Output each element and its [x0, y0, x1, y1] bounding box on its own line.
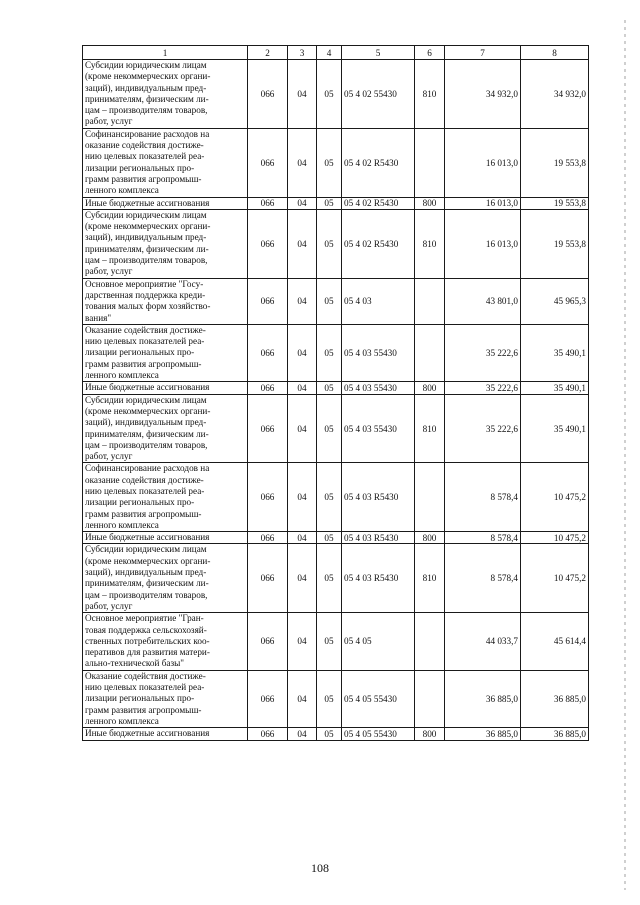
row-amount-year1: 16 013,0 — [445, 209, 521, 278]
table-row — [83, 544, 589, 613]
description-line: заций), индивидуальным пред- — [85, 232, 207, 243]
row-expense-type: 810 — [415, 394, 445, 463]
table-body — [83, 60, 589, 741]
row-expense-type: 800 — [415, 382, 445, 394]
row-amount-year1: 35 222,6 — [445, 382, 521, 394]
description-line: Иные бюджетные ассигнования — [85, 197, 210, 208]
row-grbs: 066 — [248, 728, 288, 740]
description-line: Иные бюджетные ассигнования — [85, 728, 210, 739]
row-description — [83, 60, 248, 129]
row-amount-year2: 10 475,2 — [521, 544, 589, 613]
row-amount-year1: 36 885,0 — [445, 728, 521, 740]
row-amount-year2: 35 490,1 — [521, 394, 589, 463]
row-subsection: 05 — [317, 463, 342, 532]
row-amount-year1: 8 578,4 — [445, 532, 521, 544]
row-grbs: 066 — [248, 60, 288, 129]
row-section: 04 — [288, 197, 317, 209]
description-line: нию целевых показателей реа- — [85, 485, 205, 496]
row-expense-type — [415, 128, 445, 197]
description-line: тования малых форм хозяйство- — [85, 301, 211, 312]
description-line: работ, услуг — [85, 266, 133, 277]
row-grbs: 066 — [248, 278, 288, 324]
row-subsection: 05 — [317, 60, 342, 129]
row-description — [83, 394, 248, 463]
header-cell-target-article: 5 — [342, 46, 415, 60]
description-line: лизации региональных про- — [85, 693, 195, 704]
row-subsection: 05 — [317, 324, 342, 381]
row-section: 04 — [288, 544, 317, 613]
description-line: грамм развития агропромыш- — [85, 704, 202, 715]
row-section: 04 — [288, 532, 317, 544]
description-line: (кроме некоммерческих органи- — [85, 405, 211, 416]
row-subsection: 05 — [317, 382, 342, 394]
row-target-article: 05 4 02 R5430 — [342, 197, 415, 209]
header-cell-description: 1 — [83, 46, 248, 60]
row-description — [83, 197, 248, 209]
row-target-article: 05 4 02 R5430 — [342, 128, 415, 197]
row-target-article: 05 4 03 55430 — [342, 324, 415, 381]
header-cell-subsection: 4 — [317, 46, 342, 60]
row-grbs: 066 — [248, 209, 288, 278]
row-amount-year1: 44 033,7 — [445, 613, 521, 670]
description-line: ально-технической базы" — [85, 658, 185, 669]
description-line: Субсидии юридическим лицам — [85, 60, 207, 70]
description-line: принимателям, физическим ли- — [85, 93, 209, 104]
table-row — [83, 463, 589, 532]
row-subsection: 05 — [317, 394, 342, 463]
description-line: принимателям, физическим ли- — [85, 243, 209, 254]
header-cell-section: 3 — [288, 46, 317, 60]
row-description — [83, 544, 248, 613]
description-line: перативов для развития матери- — [85, 647, 210, 658]
table-row — [83, 613, 589, 670]
description-line: Субсидии юридическим лицам — [85, 544, 207, 555]
description-line: ленного комплекса — [85, 715, 159, 726]
description-line: заций), индивидуальным пред- — [85, 82, 207, 93]
budget-table — [82, 45, 589, 741]
table-row — [83, 532, 589, 544]
table-row — [83, 382, 589, 394]
row-amount-year2: 36 885,0 — [521, 728, 589, 740]
description-line: принимателям, физическим ли- — [85, 428, 209, 439]
row-amount-year2: 34 932,0 — [521, 60, 589, 129]
row-target-article: 05 4 02 R5430 — [342, 209, 415, 278]
row-description — [83, 382, 248, 394]
row-section: 04 — [288, 670, 317, 727]
description-line: Субсидии юридическим лицам — [85, 394, 207, 405]
row-amount-year1: 16 013,0 — [445, 128, 521, 197]
row-grbs: 066 — [248, 613, 288, 670]
row-description — [83, 128, 248, 197]
row-amount-year1: 36 885,0 — [445, 670, 521, 727]
header-cell-amount-year1: 7 — [445, 46, 521, 60]
row-target-article: 05 4 05 55430 — [342, 670, 415, 727]
row-amount-year2: 35 490,1 — [521, 382, 589, 394]
description-line: оказание содействия достиже- — [85, 140, 204, 151]
description-line: лизации региональных про- — [85, 347, 195, 358]
row-expense-type: 810 — [415, 209, 445, 278]
description-line: Софинансирование расходов на — [85, 463, 210, 474]
description-line: нию целевых показателей реа- — [85, 151, 205, 162]
description-line: Иные бюджетные ассигнования — [85, 532, 210, 543]
description-line: принимателям, физическим ли- — [85, 578, 209, 589]
description-line: Основное мероприятие "Гран- — [85, 613, 204, 624]
row-amount-year2: 19 553,8 — [521, 197, 589, 209]
row-description — [83, 728, 248, 740]
table-row — [83, 278, 589, 324]
row-amount-year1: 34 932,0 — [445, 60, 521, 129]
row-description — [83, 670, 248, 727]
description-line: лизации региональных про- — [85, 162, 195, 173]
description-line: Софинансирование расходов на — [85, 128, 210, 139]
row-amount-year1: 35 222,6 — [445, 394, 521, 463]
header-cell-grbs: 2 — [248, 46, 288, 60]
row-expense-type — [415, 463, 445, 532]
row-amount-year1: 8 578,4 — [445, 463, 521, 532]
row-subsection: 05 — [317, 670, 342, 727]
row-grbs: 066 — [248, 544, 288, 613]
table-header — [83, 46, 589, 60]
row-amount-year2: 10 475,2 — [521, 463, 589, 532]
description-line: Субсидии юридическим лицам — [85, 209, 207, 220]
row-amount-year2: 35 490,1 — [521, 324, 589, 381]
description-line: Основное мероприятие "Госу- — [85, 278, 204, 289]
description-line: Оказание содействия достиже- — [85, 670, 206, 681]
row-subsection: 05 — [317, 532, 342, 544]
row-grbs: 066 — [248, 394, 288, 463]
row-amount-year1: 35 222,6 — [445, 324, 521, 381]
row-expense-type: 800 — [415, 532, 445, 544]
description-line: работ, услуг — [85, 600, 133, 611]
row-expense-type — [415, 278, 445, 324]
description-line: лизации региональных про- — [85, 497, 195, 508]
row-section: 04 — [288, 394, 317, 463]
row-section: 04 — [288, 728, 317, 740]
row-grbs: 066 — [248, 382, 288, 394]
row-grbs: 066 — [248, 128, 288, 197]
row-expense-type: 810 — [415, 60, 445, 129]
row-amount-year2: 19 553,8 — [521, 209, 589, 278]
description-line: ленного комплекса — [85, 185, 159, 196]
description-line: Иные бюджетные ассигнования — [85, 382, 210, 393]
row-section: 04 — [288, 382, 317, 394]
description-line: Оказание содействия достиже- — [85, 324, 206, 335]
table-row — [83, 197, 589, 209]
description-line: грамм развития агропромыш- — [85, 358, 202, 369]
description-line: работ, услуг — [85, 451, 133, 462]
row-description — [83, 278, 248, 324]
row-description — [83, 463, 248, 532]
row-amount-year2: 10 475,2 — [521, 532, 589, 544]
row-target-article: 05 4 05 55430 — [342, 728, 415, 740]
description-line: (кроме некоммерческих органи- — [85, 555, 211, 566]
row-target-article: 05 4 03 55430 — [342, 382, 415, 394]
description-line: цам – производителям товаров, — [85, 589, 208, 600]
table-row — [83, 324, 589, 381]
description-line: цам – производителям товаров, — [85, 105, 208, 116]
row-target-article: 05 4 03 55430 — [342, 394, 415, 463]
description-line: дарственная поддержка креди- — [85, 289, 206, 300]
description-line: грамм развития агропромыш- — [85, 508, 202, 519]
row-description — [83, 324, 248, 381]
row-target-article: 05 4 03 R5430 — [342, 532, 415, 544]
description-line: вания" — [85, 312, 112, 323]
row-target-article: 05 4 03 — [342, 278, 415, 324]
table-row — [83, 60, 589, 129]
description-line: нию целевых показателей реа- — [85, 336, 205, 347]
description-line: ленного комплекса — [85, 370, 159, 381]
description-line: грамм развития агропромыш- — [85, 173, 202, 184]
row-amount-year2: 45 614,4 — [521, 613, 589, 670]
row-amount-year1: 16 013,0 — [445, 197, 521, 209]
description-line: (кроме некоммерческих органи- — [85, 221, 211, 232]
row-subsection: 05 — [317, 544, 342, 613]
row-expense-type: 800 — [415, 728, 445, 740]
page-number: 108 — [311, 861, 329, 875]
header-cell-expense-type: 6 — [415, 46, 445, 60]
row-section: 04 — [288, 613, 317, 670]
row-subsection: 05 — [317, 613, 342, 670]
row-grbs: 066 — [248, 197, 288, 209]
row-expense-type: 810 — [415, 544, 445, 613]
description-line: работ, услуг — [85, 116, 133, 127]
row-grbs: 066 — [248, 463, 288, 532]
description-line: заций), индивидуальным пред- — [85, 417, 207, 428]
description-line: цам – производителям товаров, — [85, 255, 208, 266]
header-row — [83, 46, 589, 60]
row-grbs: 066 — [248, 670, 288, 727]
row-section: 04 — [288, 278, 317, 324]
row-grbs: 066 — [248, 532, 288, 544]
row-section: 04 — [288, 60, 317, 129]
description-line: ленного комплекса — [85, 519, 159, 530]
description-line: заций), индивидуальным пред- — [85, 567, 207, 578]
table-row — [83, 394, 589, 463]
row-target-article: 05 4 02 55430 — [342, 60, 415, 129]
row-section: 04 — [288, 463, 317, 532]
row-subsection: 05 — [317, 728, 342, 740]
row-subsection: 05 — [317, 128, 342, 197]
row-grbs: 066 — [248, 324, 288, 381]
row-section: 04 — [288, 209, 317, 278]
table-row — [83, 128, 589, 197]
row-subsection: 05 — [317, 209, 342, 278]
scan-edge — [624, 20, 626, 890]
row-description — [83, 209, 248, 278]
table-row — [83, 670, 589, 727]
row-amount-year1: 43 801,0 — [445, 278, 521, 324]
row-expense-type — [415, 324, 445, 381]
row-amount-year2: 45 965,3 — [521, 278, 589, 324]
description-line: оказание содействия достиже- — [85, 474, 204, 485]
header-cell-amount-year2: 8 — [521, 46, 589, 60]
row-section: 04 — [288, 128, 317, 197]
row-amount-year1: 8 578,4 — [445, 544, 521, 613]
row-target-article: 05 4 03 R5430 — [342, 463, 415, 532]
row-subsection: 05 — [317, 278, 342, 324]
description-line: товая поддержка сельскохозяй- — [85, 624, 207, 635]
table-row — [83, 728, 589, 740]
row-description — [83, 613, 248, 670]
description-line: нию целевых показателей реа- — [85, 682, 205, 693]
row-expense-type: 800 — [415, 197, 445, 209]
row-amount-year2: 36 885,0 — [521, 670, 589, 727]
row-section: 04 — [288, 324, 317, 381]
row-expense-type — [415, 613, 445, 670]
row-subsection: 05 — [317, 197, 342, 209]
row-target-article: 05 4 05 — [342, 613, 415, 670]
row-target-article: 05 4 03 R5430 — [342, 544, 415, 613]
row-amount-year2: 19 553,8 — [521, 128, 589, 197]
description-line: цам – производителям товаров, — [85, 439, 208, 450]
description-line: (кроме некоммерческих органи- — [85, 71, 211, 82]
row-expense-type — [415, 670, 445, 727]
description-line: ственных потребительских коо- — [85, 635, 210, 646]
table-row — [83, 209, 589, 278]
row-description — [83, 532, 248, 544]
